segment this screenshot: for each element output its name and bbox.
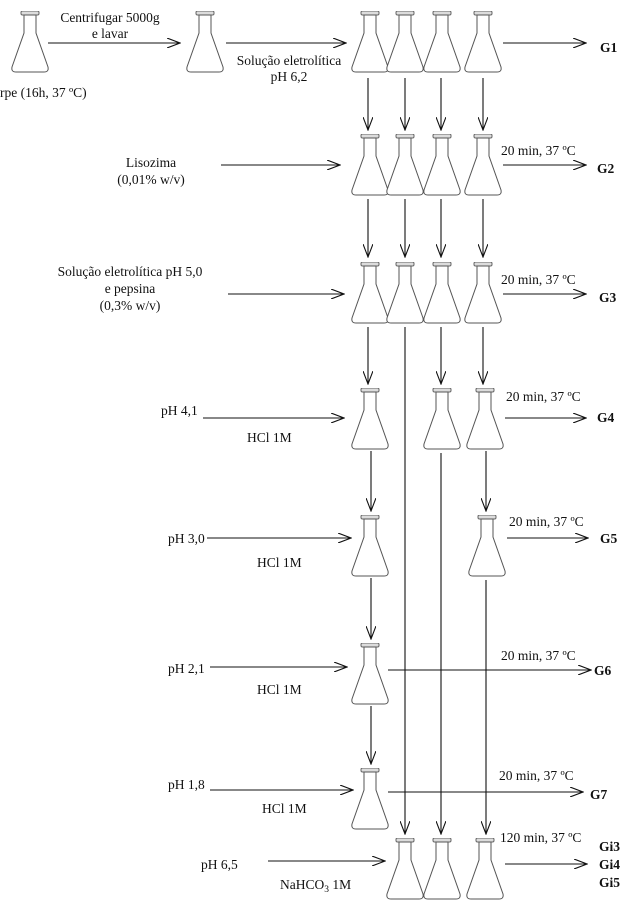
group-g6: G6 [594, 663, 612, 678]
flask-r2-c [424, 134, 460, 195]
flask-r3-a [352, 262, 388, 323]
flask-r1-b [387, 11, 423, 72]
label-cond-g7: 20 min, 37 ºC [499, 768, 574, 783]
label-cond-g6: 20 min, 37 ºC [501, 648, 576, 663]
label-ph41: pH 4,1 [161, 403, 198, 418]
label-lysozyme-2: (0,01% w/v) [117, 172, 185, 187]
label-nahco3: NaHCO$_3$ 1M [280, 877, 352, 895]
label-solution2-2: e pepsina [104, 281, 156, 296]
label-cond-g2: 20 min, 37 ºC [501, 143, 576, 158]
label-hcl-3: HCl 1M [257, 682, 302, 697]
flask-r5-d [469, 515, 505, 576]
flask-r2-d [465, 134, 501, 195]
label-hcl-2: HCl 1M [257, 555, 302, 570]
flask-r1-a [352, 11, 388, 72]
labels [0, 10, 620, 895]
flask-final-a [387, 838, 423, 899]
flask-r4-d [467, 388, 503, 449]
label-ph30: pH 3,0 [168, 531, 205, 546]
flask-washed [187, 11, 223, 72]
group-gi5: Gi5 [599, 875, 621, 890]
label-ph65: pH 6,5 [201, 857, 238, 872]
group-g4: G4 [597, 410, 615, 425]
flasks [12, 11, 505, 899]
label-start: rpe (16h, 37 ºC) [0, 85, 87, 100]
flask-final-b [424, 838, 460, 899]
group-g5: G5 [600, 531, 618, 546]
label-hcl-4: HCl 1M [262, 801, 307, 816]
label-lysozyme-1: Lisozima [125, 155, 177, 170]
label-solution2-1: Solução eletrolítica pH 5,0 [57, 264, 203, 279]
flask-ph18 [352, 768, 388, 829]
flask-r3-c [424, 262, 460, 323]
label-ph21: pH 2,1 [168, 661, 205, 676]
label-ph18: pH 1,8 [168, 777, 205, 792]
group-gi3: Gi3 [599, 839, 621, 854]
label-centrifuge-1: Centrifugar 5000g [60, 10, 160, 25]
flask-ph21 [352, 643, 388, 704]
flask-r1-c [424, 11, 460, 72]
label-cond-gi: 120 min, 37 ºC [500, 830, 582, 845]
flask-ph41 [352, 388, 388, 449]
label-solution2-3: (0,3% w/v) [99, 298, 161, 313]
flask-r1-d [465, 11, 501, 72]
label-solution1-1: Solução eletrolítica [236, 53, 342, 68]
flask-final-c [467, 838, 503, 899]
group-g3: G3 [599, 290, 617, 305]
label-hcl-1: HCl 1M [247, 430, 292, 445]
label-cond-g5: 20 min, 37 ºC [509, 514, 584, 529]
group-g2: G2 [597, 161, 615, 176]
label-solution1-2: pH 6,2 [270, 69, 308, 84]
label-centrifuge-2: e lavar [91, 26, 129, 41]
flask-r3-d [465, 262, 501, 323]
group-g7: G7 [590, 787, 608, 802]
flask-ph30 [352, 515, 388, 576]
flask-r3-b [387, 262, 423, 323]
flask-r2-b [387, 134, 423, 195]
label-cond-g4: 20 min, 37 ºC [506, 389, 581, 404]
flask-r2-a [352, 134, 388, 195]
flask-start [12, 11, 48, 72]
label-cond-g3: 20 min, 37 ºC [501, 272, 576, 287]
flask-r4-c [424, 388, 460, 449]
group-g1: G1 [600, 40, 618, 55]
group-gi4: Gi4 [599, 857, 621, 872]
